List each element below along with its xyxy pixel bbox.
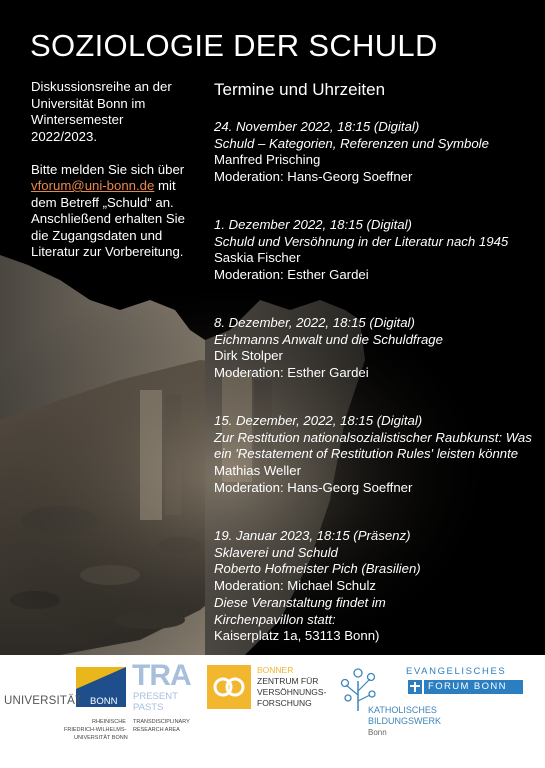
tra-present-pasts-logo: [130, 655, 200, 768]
reconciliation-rings-icon: [207, 665, 251, 709]
event-moderation: Moderation: Hans-Georg Soeffner: [214, 169, 413, 185]
register-line: die Zugangsdaten und: [31, 227, 163, 243]
event-topic: Zur Restitution nationalsozialistischer Raubkunst: Was: [214, 429, 532, 445]
evangelisches-forum-logo: [404, 655, 545, 768]
uni-name-right: BONN: [90, 696, 118, 707]
event-date: 8. Dezember, 2022, 18:15 (Digital): [214, 315, 415, 330]
register-line: Anschließend erhalten Sie: [31, 211, 185, 226]
efb-line: EVANGELISCHES: [406, 666, 507, 677]
event-address: Kaiserplatz 1a, 53113 Bonn): [214, 628, 380, 644]
register-line: dem Betreff „Schuld“ an.: [31, 194, 174, 210]
tra-sub: TRANSDISCIPLINARY: [133, 719, 190, 725]
event-date: 15. Dezember, 2022, 18:15 (Digital): [214, 413, 423, 428]
event-topic: Eichmanns Anwalt und die Schuldfrage: [214, 331, 443, 347]
efb-line: FORUM BONN: [428, 681, 507, 692]
zentrum-versoehnung-logo: [207, 655, 332, 768]
event-note: Diese Veranstaltung findet im: [214, 594, 386, 610]
uni-sub: UNIVERSITÄT BONN: [74, 735, 128, 741]
event-date: 1. Dezember 2022, 18:15 (Digital): [214, 217, 412, 232]
kbw-line: Bonn: [368, 728, 387, 737]
intro-line: Universität Bonn im: [31, 95, 146, 111]
zentrum-line: ZENTRUM FÜR: [257, 676, 319, 686]
event-topic: ein 'Restatement of Restitution Rules' leisten könnte: [214, 446, 519, 462]
event-item: [214, 528, 540, 645]
intro-line: 2022/2023.: [31, 128, 98, 144]
email-link[interactable]: vforum@uni-bonn.de: [31, 178, 155, 193]
event-note: Kirchenpavillon statt:: [214, 611, 336, 627]
event-topic: Schuld – Kategorien, Referenzen und Symbole: [214, 135, 489, 151]
zentrum-line: BONNER: [257, 665, 294, 675]
event-topic: Sklaverei und Schuld: [214, 544, 338, 560]
event-item: [214, 413, 540, 497]
event-date: 19. Januar 2023, 18:15 (Präsenz): [214, 528, 411, 543]
register-line: Literatur zur Vorbereitung.: [31, 244, 184, 259]
tra-line: PRESENT: [133, 691, 178, 702]
tra-line: PASTS: [133, 702, 164, 713]
event-speaker: Mathias Weller: [214, 463, 301, 479]
kbw-line: BILDUNGSWERK: [368, 716, 442, 726]
intro-text: [31, 79, 199, 261]
event-date: 24. November 2022, 18:15 (Digital): [214, 119, 420, 134]
uni-name-left: UNIVERSITÄT: [4, 695, 83, 707]
intro-line: Wintersemester: [31, 112, 124, 127]
schedule-heading: Termine und Uhrzeiten: [214, 80, 386, 99]
event-speaker: Dirk Stolper: [214, 348, 283, 364]
event-item: [214, 217, 540, 284]
zentrum-line: FORSCHUNG: [257, 698, 312, 708]
event-speaker: Manfred Prisching: [214, 152, 321, 168]
event-moderation: Moderation: Michael Schulz: [214, 578, 376, 594]
register-line: mit: [158, 178, 176, 193]
event-topic: Schuld und Versöhnung in der Literatur nach 1945: [214, 233, 509, 249]
event-speaker: Roberto Hofmeister Pich (Brasilien): [214, 561, 421, 577]
event-speaker: Saskia Fischer: [214, 250, 301, 266]
kbw-line: KATHOLISCHES: [368, 705, 437, 715]
uni-sub: RHEINISCHE: [92, 719, 126, 725]
tra-mark: TRA: [132, 659, 191, 692]
poster-title: SOZIOLOGIE DER SCHULD: [30, 28, 438, 63]
intro-line: Diskussionsreihe an der: [31, 79, 172, 94]
event-moderation: Moderation: Esther Gardei: [214, 267, 369, 283]
register-line: Bitte melden Sie sich über: [31, 161, 185, 177]
event-item: [214, 315, 540, 382]
footer-logos: [0, 655, 545, 768]
uni-sub: FRIEDRICH-WILHELMS-: [64, 727, 127, 733]
register-email-line: [31, 178, 199, 195]
uni-bonn-logo: [0, 655, 128, 768]
cross-icon: [408, 680, 422, 694]
tra-sub: RESEARCH AREA: [133, 727, 180, 733]
zentrum-line: VERSÖHNUNGS-: [257, 687, 327, 697]
event-moderation: Moderation: Hans-Georg Soeffner: [214, 479, 413, 495]
event-moderation: Moderation: Esther Gardei: [214, 365, 369, 381]
event-item: [214, 119, 540, 186]
